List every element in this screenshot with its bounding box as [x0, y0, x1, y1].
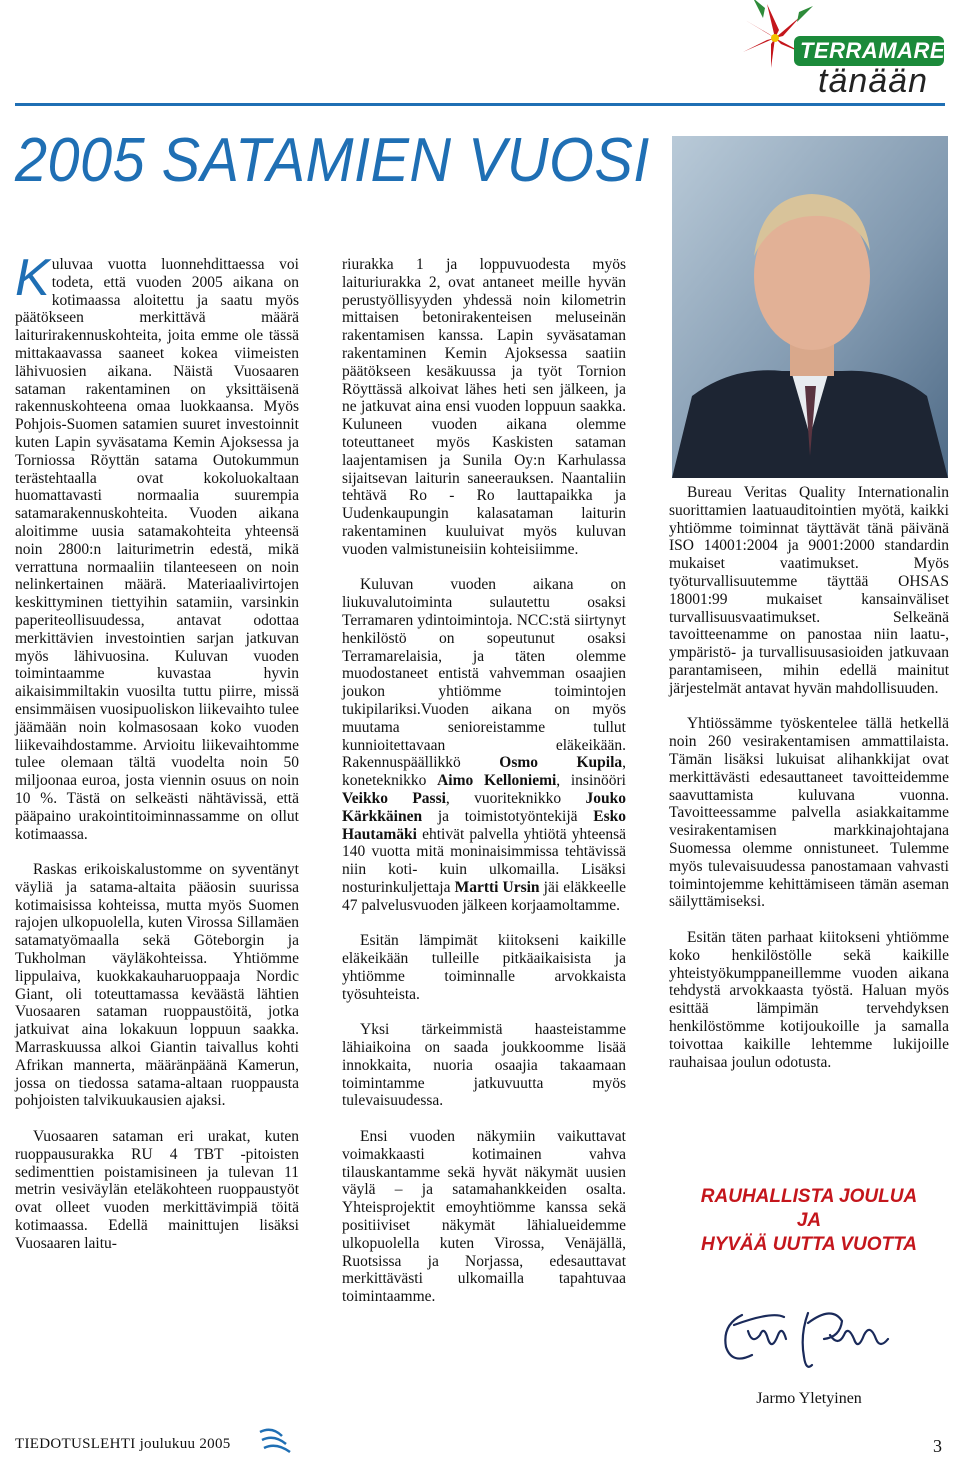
- text-run: ja toimistotyöntekijä: [422, 807, 578, 825]
- footer-publication: TIEDOTUSLEHTI joulukuu 2005: [15, 1436, 231, 1452]
- logo-wordmark: TERRAMARE: [800, 38, 946, 63]
- header-rule: [15, 103, 945, 106]
- article-column-3: [669, 484, 949, 1089]
- paragraph: Ensi vuoden näkymiin vaikuttavat voimakkaasti kotimainen vahva tilauskantamme sekä hyvät näkymät uusien väylä – ja satamahankkeiden osalta. Yhteisprojektit emoyhtiömme kanssa sekä positiiviset näkymät lähialueidemme ulkopuolella kuten Virossa, Venäjällä, Ruotsissa ja Norjassa, edesauttavat merkittävästi ulkomailla tapahtuvaa toimintaamme.: [342, 1128, 626, 1306]
- person-name: Esko Hautamäki: [342, 807, 626, 843]
- text-run: , koneteknikko: [342, 754, 626, 790]
- paragraph: Yhtiössämme työskentelee tällä hetkellä noin 260 vesirakentamisen ammattilaista. Tämän lisäksi lukuisat alihankkijat ovat merkittävästi edesauttaneet tavoitteidemme saavuttamista kuluvana vuonna. Tavoitteessamme palvella asiakkaitamme vesirakentamisen markkinajohtajana Suomessa olemme onnistuneet. Tulemme myös tulevaisuudessa panostamaan vahvasti toimintojemme kehittämiseen tämän aseman säilyttämiseksi.: [669, 715, 949, 911]
- logo-tagline: tänään: [818, 62, 928, 100]
- paragraph: Kuluvaa vuotta luonnehdittaessa voi todeta, että vuoden 2005 aikana on kotimaassa aloitettu ja saatu myös päätökseen merkittävä määrä laiturirakennuskohteita, joita emme ole tässä mittakaavassa saaneet kokea viimeisten lähivuosien aikana. Näistä Vuosaaren sataman rakentaminen on yksittäisenä rakennuskohteena omaa luokkaansa. Myös Pohjois-Suomen satamien suuret investoinnit kuten Lapin syväsatama Kemin Ajoksessa ja Torniossa Röyttän satama Outokummun terästehtaalla ovat kokoluokaltaan huomattavasti normaalia suurempia satamarakennuskohteita. Vuoden aikana aloitimme uusia satamakohteita yhteensä noin 2800:n laiturimetrin edestä, mikä verrattuna normaaliin tilanteeseen on noin nelinkertainen määrä. Materiaalivirtojen keskittyminen tiettyihin satamiin, varsinkin paperiteollisuudessa, antavat odottaa merkittävien investointien sarjan jatkuvan myös lähivuosina. Kuluvan vuoden toimintaamme kuvastaa hyvin aikaisimmiltakin vuosilta tuttu piirre, missä ensimmäisen vuosipuoliskon liikevaihto tulee jäämään noin kolmasosaan koko vuoden liikevaihdostamme. Arvioitu liikevaihtomme tulee olemaan tältä vuodelta noin 50 miljoonaa euroa, josta viennin osuus on noin 10 %. Tästä on selkeästi nähtävissä, että pääpaino urakointitoiminnassamme on ollut kotimaassa.: [15, 249, 299, 843]
- portrait-photo: [672, 136, 948, 478]
- person-name: Jouko Kärkkäinen: [342, 789, 626, 825]
- article-column-2: [342, 256, 626, 1324]
- paragraph: Vuosaaren sataman eri urakat, kuten ruoppausurakka RU 4 TBT -pitoisten sedimenttien poistamisineen ja tulevan 11 metrin vesiväylän eteläkohteen ruoppaustyöt ovat olleet vuoden merkittävimpiä töitä kotimaassa. Edellä mainittujen lisäksi Vuosaaren laitu-: [15, 1128, 299, 1252]
- page-number: 3: [933, 1436, 942, 1456]
- page-title: 2005 SATAMIEN VUOSI: [15, 126, 650, 195]
- paragraph: Yksi tärkeimmistä haasteistamme lähiaikoina on saada joukkoomme lisää innokkaita, nuoria osaajia takaamaan toimintamme jatkuvuutta myös tulevaisuudessa.: [342, 1021, 626, 1110]
- terramare-logo: [720, 0, 950, 100]
- paragraph: [342, 576, 626, 914]
- text-run: ehtivät palvella yhtiötä yhteensä 140 vuotta mitä moninaisimmissa tehtävissä niin koti- kuin ulkomailla. Lisäksi nosturinkuljettaja: [342, 825, 626, 896]
- person-name: Martti Ursin: [454, 878, 540, 896]
- text-run: , vuoriteknikko: [445, 789, 562, 807]
- person-name: Veikko Passi: [342, 789, 446, 807]
- handwritten-signature: [712, 1295, 912, 1375]
- greeting-line: HYVÄÄ UUTTA VUOTTA: [700, 1234, 918, 1255]
- paragraph: riurakka 1 ja loppuvuodesta myös laituriurakka 2, ovat antaneet meille hyvän perustyöllisyyden yhdessä noin kilometrin mittaisen betonirakenteisen meluseinän rakentamisen kanssa. Lapin syväsataman rakentaminen Kemin Ajoksessa saatiin päätökseen kesäkuussa ja työt Tornion Röyttässä alkoivat lähes heti sen jälkeen, ja ne jatkuvat aina ensi vuoden loppuun saakka. Kuluneen vuoden aikana olemme toteuttaneet myös Kaskisten sataman laajentamisen ja Sunila Oy:n Karhulassa sijaitsevan laiturin saneerauksen. Naantaliin tehtävä Ro - Ro lauttapaikka ja Uudenkaupungin kalasataman laiturin rakentaminen kuuluivat myös kuluvan vuoden valmistuneisiin kohteisiimme.: [342, 256, 626, 558]
- person-name: Osmo Kupila: [499, 754, 623, 772]
- paragraph: Esitän täten parhaat kiitokseni yhtiömme koko henkilöstölle sekä kaikille yhteistyökumppaneillemme vuoden aikana tehdystä arvokkaasta työstä. Haluan myös esittää lämpimän tervehdyksen henkilöstömme kotijoukoille ja samalla toivottaa kaikille lehtemme lukijoille rauhaisaa joulun odotusta.: [669, 928, 949, 1071]
- text-run: , insinööri: [556, 772, 626, 790]
- holiday-greeting: [669, 1185, 949, 1257]
- signer-name: Jarmo Yletyinen: [756, 1390, 862, 1407]
- paragraph: Bureau Veritas Quality Internationalin suorittamien laatuauditointien myötä, kaikki yhtiömme toiminnat täyttävät tänä päivänä ISO 14001:2004 ja 9001:2000 standardin mukaiset vaatimukset. Myös työturvallisuutemme täyttää OHSAS 18001:99 mukaiset kansainväliset turvallisuusvaatimukset. Selkeänä tavoitteenamme on panostaa niin laatu-, ympäristö- ja turvallisuusasioiden jatkuvaan parantamiseen, mihin edellä mainitut järjestelmät antavat hyvän mahdollisuuden.: [669, 484, 949, 697]
- text-run: jäi eläkkeelle 47 palvelusvuoden jälkeen korjaamoltamme.: [342, 878, 627, 914]
- article-column-1: [15, 249, 299, 1270]
- paragraph: Esitän lämpimät kiitokseni kaikille eläkeikään tulleille pitkäaikaisista ja yhtiömme toiminnalle arvokkaista työsuhteista.: [342, 932, 626, 1003]
- text-run: Kuluvan vuoden aikana on liukuvalutoiminta sulautettu osaksi Terramaren ydintoimintoja. NCC:stä siirtynyt henkilöstö on sopeutunut osaksi Terramarelaisia, ja täten olemme muodostaneet entistä vahvemman osaajien joukon yhtiömme toimintojen tukipilariksi.Vuoden aikana on myös muutama senioreistamme tullut kunnioitettavaan eläkeikään. Rakennuspäällikkö: [342, 576, 626, 772]
- wave-logo-icon: [258, 1426, 298, 1458]
- person-name: Aimo Kelloniemi: [437, 772, 557, 790]
- greeting-line: RAUHALLISTA JOULUA: [700, 1186, 918, 1207]
- greeting-line: JA: [796, 1210, 822, 1231]
- paragraph: Raskas erikoiskalustomme on syventänyt väyliä ja satama-altaita pääosin suurissa kotimaisissa kohteissa, mutta myös Suomen rajojen ulkopuolella, kuten Virossa Sillamäen satamatyömaalla sekä Göteborgin ja Tukholman väyläkohteissa. Yhtiömme lippulaiva, kuokkakauharuoppaaja Nordic Giant, oli toteuttamassa keväästä lähtien Vuosaaren sataman ruoppaustöitä, jotka jatkuivat aina lokakuun loppuun saakka. Marraskuussa alkoi Giantin taivallus kohti Afrikan mannerta, määränpäänä Kamerun, jossa on tiedossa satama-altaan ruoppausta pohjoisten talvikuukausien ajaksi.: [15, 861, 299, 1110]
